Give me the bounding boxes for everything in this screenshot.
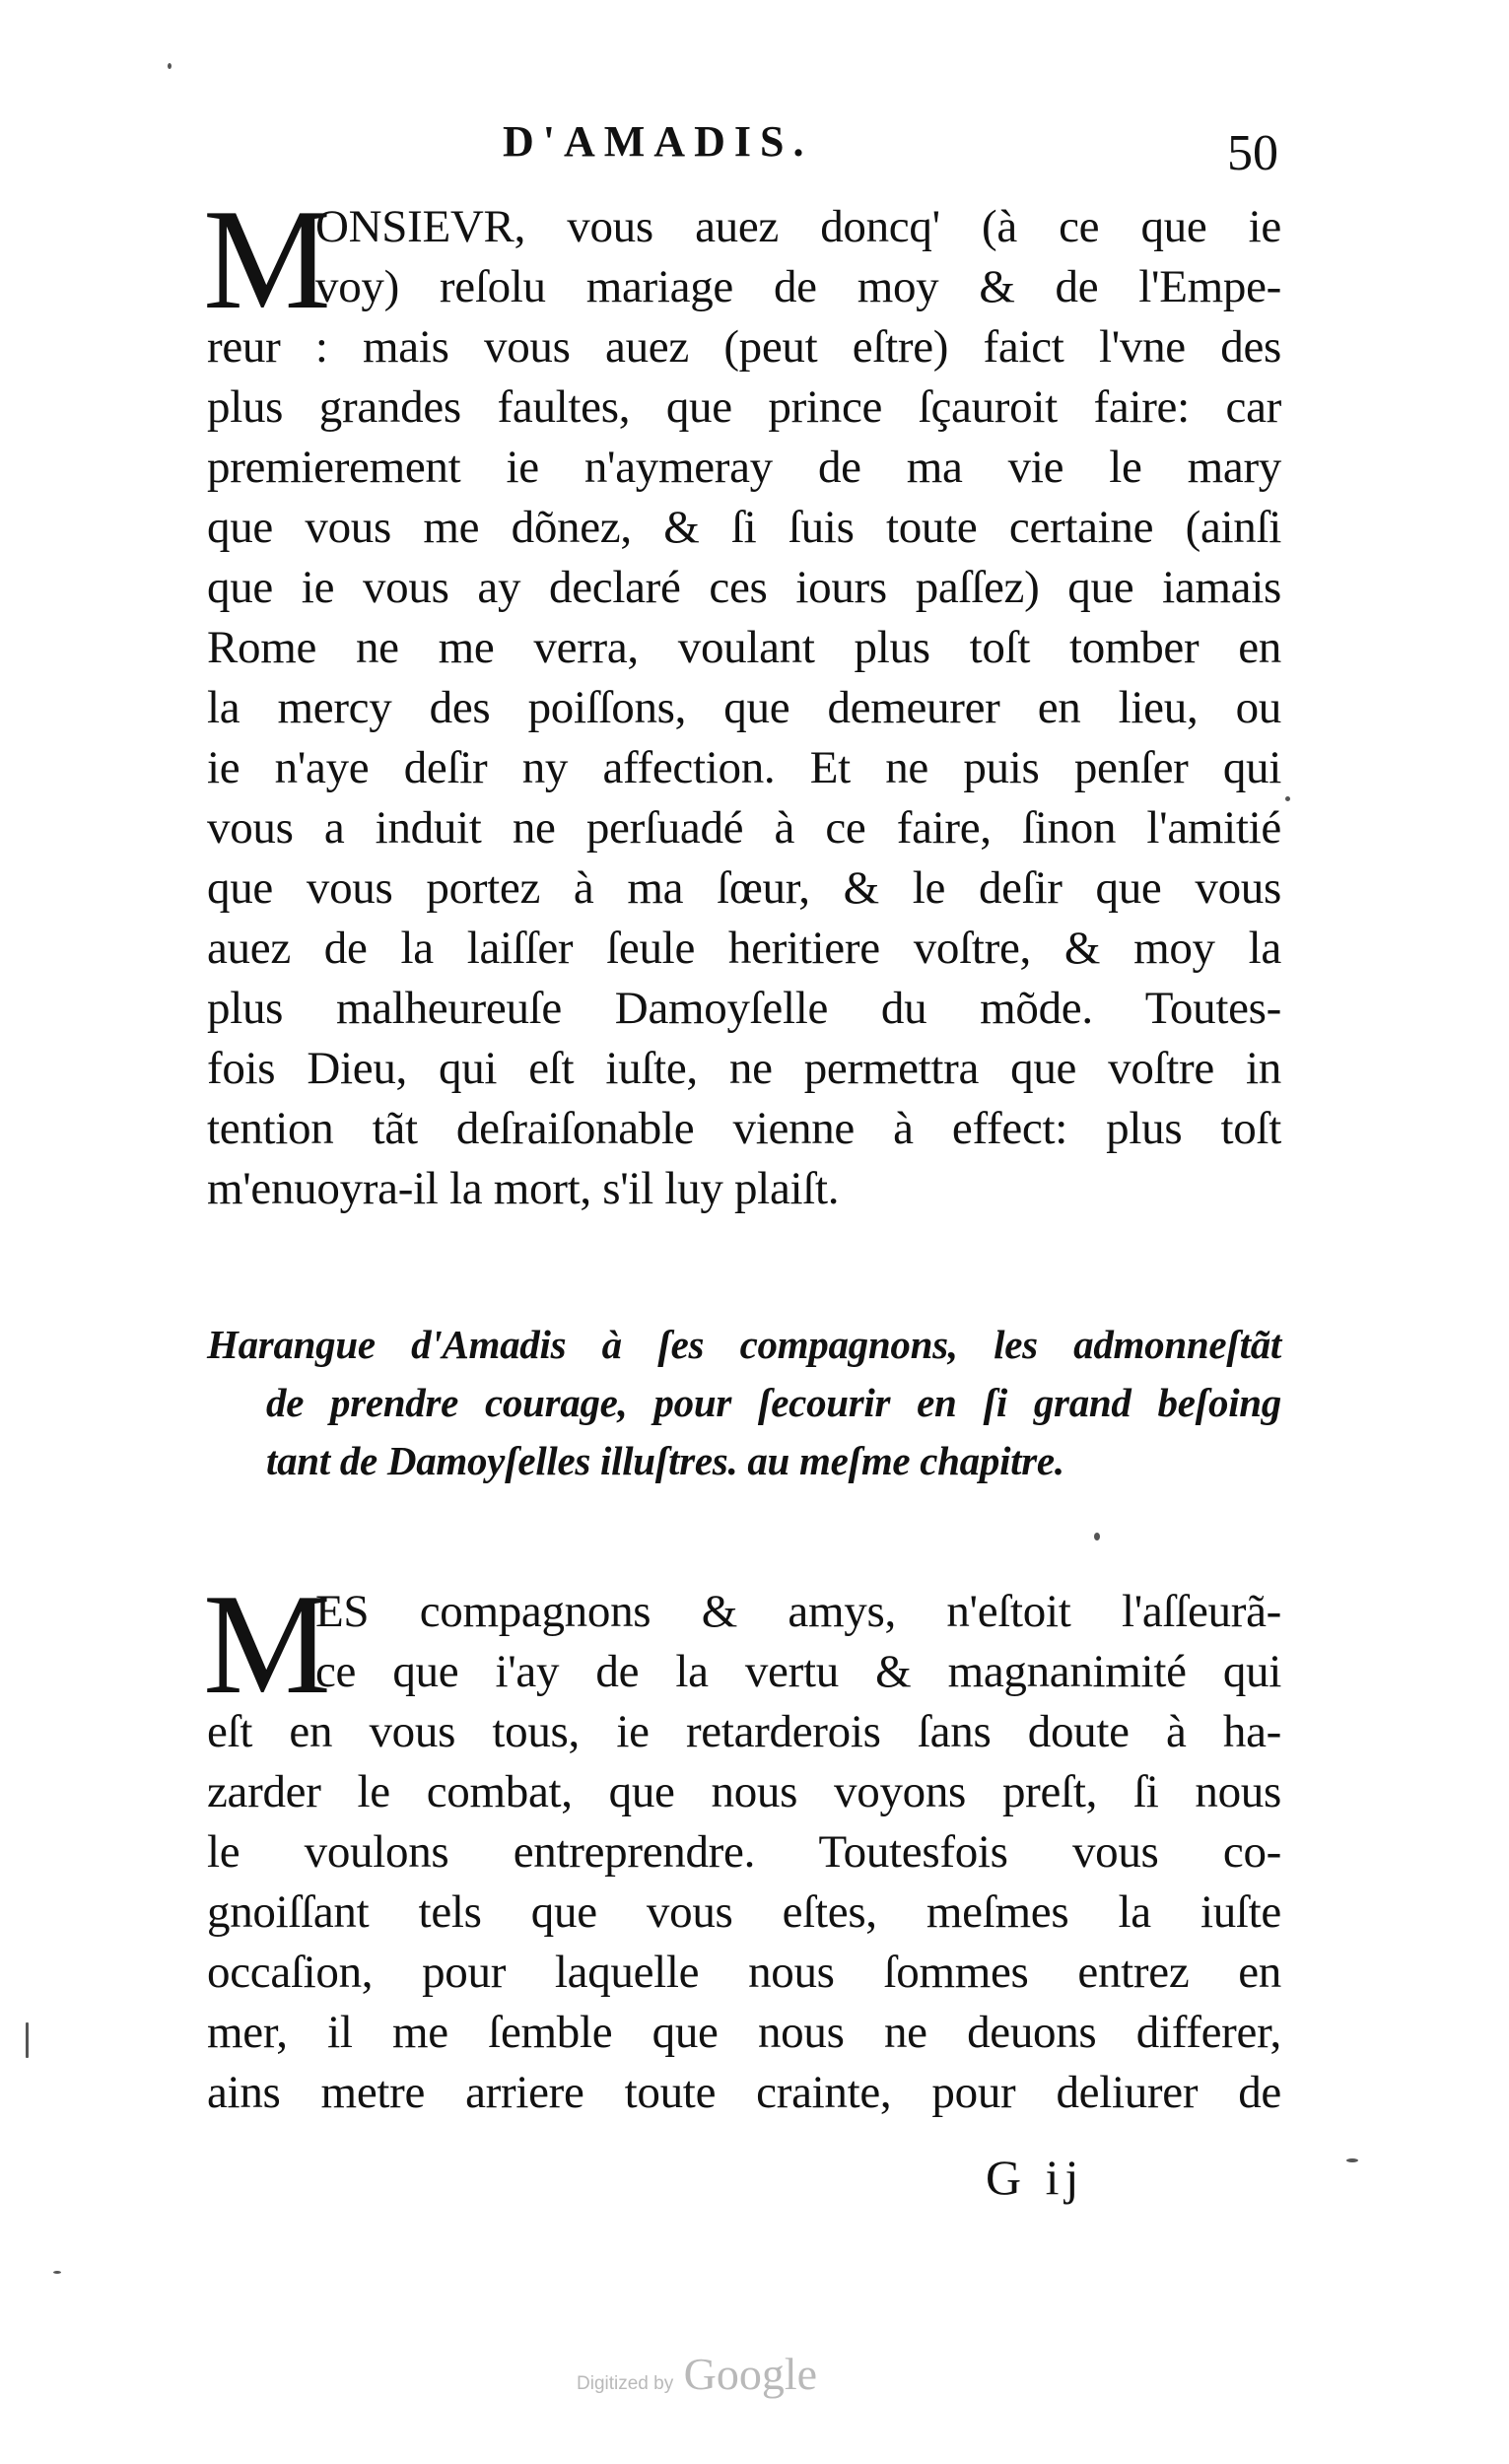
text-line: ES compagnons & amys, n'eſtoit l'aſſeurã- — [315, 1586, 1281, 1637]
running-title: D'AMADIS. — [503, 117, 813, 166]
text-line: fois Dieu, qui eſt iuſte, ne permettra que voſtre in — [207, 1043, 1281, 1094]
text-line: zarder le combat, que nous voyons preſt, ſi nous — [207, 1766, 1281, 1817]
drop-cap: M — [203, 1564, 331, 1724]
page-number: 50 — [1227, 125, 1278, 181]
text-line: vous a induit ne perſuadé à ce faire, ſinon l'amitié — [207, 802, 1281, 854]
text-line: que vous me dõnez, & ſi ſuis toute certaine (ainſi — [207, 502, 1281, 553]
text-line: que vous portez à ma ſœur, & le deſir que vous — [207, 862, 1281, 914]
text-line: ce que i'ay de la vertu & magnanimité qui — [315, 1646, 1281, 1697]
text-line: gnoiſſant tels que vous eſtes, meſmes la iuſte — [207, 1886, 1281, 1938]
heading-line: tant de Damoyſelles illuſtres. au meſme chapitre. — [266, 1438, 1064, 1483]
scan-speck — [168, 63, 171, 69]
digitized-watermark — [577, 2348, 817, 2400]
speech-paragraph-1 — [203, 179, 1281, 1219]
text-line: Rome ne me verra, voulant plus toſt tomber en — [207, 622, 1281, 673]
text-line: que ie vous ay declaré ces iours paſſez) que iamais — [207, 562, 1281, 613]
google-logo: Google — [683, 2349, 818, 2399]
text-line: voy) reſolu mariage de moy & de l'Empe- — [315, 261, 1281, 312]
text-line: plus malheureuſe Damoyſelle du mõde. Toutes- — [207, 983, 1281, 1034]
text-line: auez de la laiſſer ſeule heritiere voſtre, & moy la — [207, 923, 1281, 974]
text-line: mer, il me ſemble que nous ne deuons differer, — [207, 2007, 1281, 2058]
signature-mark: G ij — [986, 2150, 1085, 2205]
text-line: premierement ie n'aymeray de ma vie le mary — [207, 442, 1281, 493]
text-line: m'enuoyra-il la mort, s'il luy plaiſt. — [207, 1163, 840, 1214]
text-line: reur : mais vous auez (peut eſtre) faict l'vne des — [207, 321, 1281, 373]
text-line: tention tãt deſraiſonable vienne à effect: plus toſt — [207, 1103, 1281, 1154]
heading-line: Harangue d'Amadis à ſes compagnons, les admonneſtãt — [207, 1322, 1281, 1367]
text-line: ONSIEVR, vous auez doncq' (à ce que ie — [315, 201, 1281, 252]
heading-line: de prendre courage, pour ſecourir en ſi grand beſoing — [266, 1380, 1281, 1425]
speech-paragraph-2 — [203, 1564, 1281, 2123]
section-heading — [207, 1316, 1281, 1490]
scan-speck — [26, 2022, 29, 2058]
text-line: le voulons entreprendre. Toutesfois vous co- — [207, 1826, 1281, 1878]
text-line: occaſion, pour laquelle nous ſommes entrez en — [207, 1947, 1281, 1998]
scan-speck — [1094, 1533, 1100, 1540]
digitized-prefix: Digitized by — [577, 2373, 674, 2394]
scan-speck — [1285, 796, 1290, 801]
scan-speck — [1346, 2158, 1358, 2162]
text-line: plus grandes faultes, que prince ſçauroit faire: car — [207, 381, 1281, 433]
text-line: ains metre arriere toute crainte, pour deliurer de — [207, 2067, 1281, 2118]
text-line: la mercy des poiſſons, que demeurer en lieu, ou — [207, 682, 1281, 733]
drop-cap: M — [203, 179, 331, 339]
scan-speck — [53, 2271, 61, 2274]
text-line: ie n'aye deſir ny affection. Et ne puis penſer qui — [207, 742, 1281, 793]
text-line: eſt en vous tous, ie retarderois ſans doute à ha- — [207, 1706, 1281, 1757]
